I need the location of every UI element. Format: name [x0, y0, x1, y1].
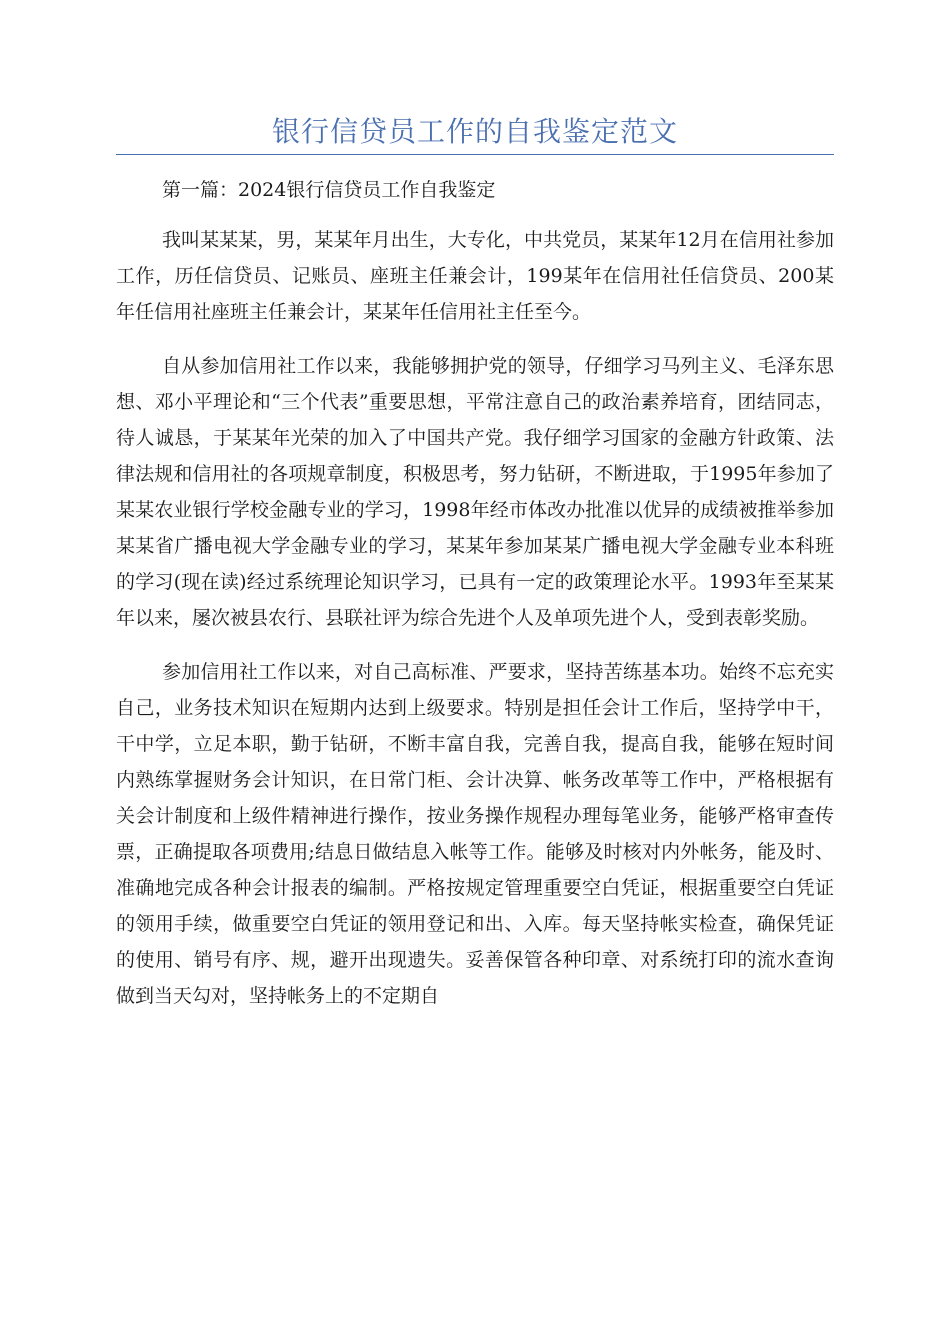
paragraph-2: 自从参加信用社工作以来，我能够拥护党的领导，仔细学习马列主义、毛泽东思想、邓小平理论和“三个代表”重要思想，平常注意自己的政治素养培育，团结同志，待人诚恳，于某某年光荣的加入了中国共产党。我仔细学习国家的金融方针政策、法律法规和信用社的各项规章制度，积极思考，努力钻研，不断进取，于1995年参加了某某农业银行学校金融专业的学习，1998年经市体改办批准以优异的成绩被推举参加某某省广播电视大学金融专业的学习，某某年参加某某广播电视大学金融专业本科班的学习(现在读)经过系统理论知识学习，已具有一定的政策理论水平。1993年至某某年以来，屡次被县农行、县联社评为综合先进个人及单项先进个人，受到表彰奖励。: [116, 355, 834, 629]
document-body: [116, 172, 834, 1032]
section-heading: 第一篇：2024银行信贷员工作自我鉴定: [162, 179, 496, 201]
paragraph-3: 参加信用社工作以来，对自己高标准、严要求，坚持苦练基本功。始终不忘充实自己，业务技术知识在短期内达到上级要求。特别是担任会计工作后，坚持学中干，干中学，立足本职，勤于钻研，不断丰富自我，完善自我，提高自我，能够在短时间内熟练掌握财务会计知识，在日常门柜、会计决算、帐务改革等工作中，严格根据有关会计制度和上级件精神进行操作，按业务操作规程办理每笔业务，能够严格审查传票，正确提取各项费用;结息日做结息入帐等工作。能够及时核对内外帐务，能及时、准确地完成各种会计报表的编制。严格按规定管理重要空白凭证，根据重要空白凭证的领用手续，做重要空白凭证的领用登记和出、入库。每天坚持帐实检查，确保凭证的使用、销号有序、规，避开出现遗失。妥善保管各种印章、对系统打印的流水查询做到当天勾对，坚持帐务上的不定期自: [116, 661, 834, 1007]
document-title: 银行信贷员工作的自我鉴定范文: [271, 115, 678, 148]
paragraph-1: 我叫某某某，男，某某年月出生，大专化，中共党员，某某年12月在信用社参加工作，历任信贷员、记账员、座班主任兼会计，199某年在信用社任信贷员、200某年任信用社座班主任兼会计，某某年任信用社主任至今。: [116, 229, 834, 323]
title-underline: [116, 154, 834, 155]
